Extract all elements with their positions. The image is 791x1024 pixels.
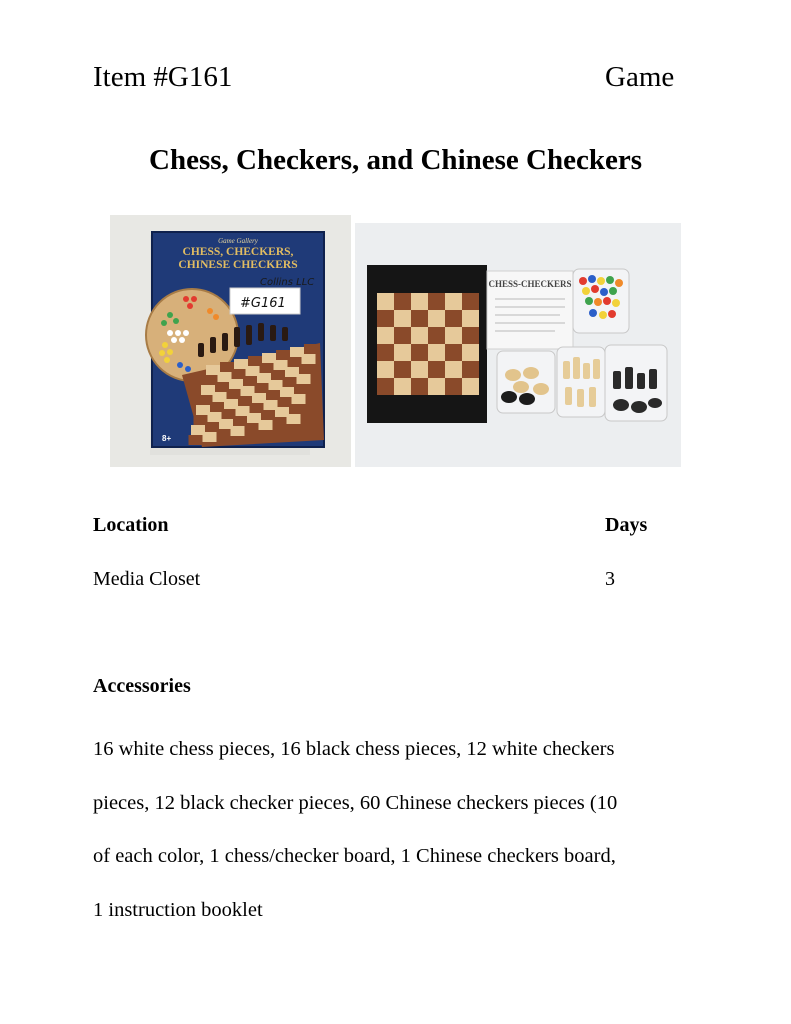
page-title: Chess, Checkers, and Chinese Checkers [149,144,642,176]
box-title-line2: CHINESE CHECKERS [178,259,298,271]
handwritten-owner: Collins LLC [260,277,315,288]
box-illustration [110,215,351,467]
box-board-square [245,423,259,433]
board-square [377,327,394,344]
box-board-square [289,404,303,414]
board-square [428,310,445,327]
board-square [394,293,411,310]
board-square [394,344,411,361]
board-square [377,378,394,395]
board-square [394,378,411,395]
board-square [462,293,479,310]
item-number: Item #G161 [93,61,233,93]
box-title-line1: CHESS, CHECKERS, [182,246,294,258]
board-square [411,327,428,344]
board-square [428,293,445,310]
board-square [428,327,445,344]
location-value: Media Closet [93,568,201,590]
box-board-square [302,354,316,364]
board-square [462,378,479,395]
box-photo [110,215,351,467]
board-square [445,293,462,310]
board-square [445,378,462,395]
box-board-square [259,420,273,430]
box-board-square [217,429,231,439]
board-square [394,310,411,327]
board-square [445,327,462,344]
board-square [428,378,445,395]
accessories-line: 16 white chess pieces, 16 black chess pieces, 12 white checkers [93,738,615,760]
accessories-line: 1 instruction booklet [93,898,263,921]
handwritten-label: #G161 [240,296,286,311]
board-square [377,361,394,378]
board-square [462,361,479,378]
location-label: Location [93,514,169,536]
board-square [411,293,428,310]
box-board-square [189,435,203,445]
accessories-line: pieces, 12 black checker pieces, 60 Chinese checkers pieces (10 [93,791,618,814]
accessories-line: of each color, 1 chess/checker board, 1 Chinese checkers board, [93,845,616,867]
board-square [445,310,462,327]
board-square [445,361,462,378]
accessories-label: Accessories [93,675,191,697]
box-board-square [297,374,311,384]
days-value: 3 [605,568,615,590]
board-square [411,344,428,361]
days-label: Days [605,514,648,536]
board-square [377,293,394,310]
board-square [411,361,428,378]
board-square [377,344,394,361]
box-board-square [294,384,308,394]
board-square [462,310,479,327]
board-square [394,327,411,344]
board-square [445,344,462,361]
box-age: 8+ [162,434,172,443]
booklet-title: CHESS-CHECKERS [488,279,572,289]
box-board-square [292,394,306,404]
board-square [394,361,411,378]
board-square [462,327,479,344]
accessories-text [93,723,703,937]
box-brand: Game Gallery [218,237,258,245]
contents-illustration [355,223,681,467]
contents-photo [355,223,681,467]
item-category: Game [605,61,675,93]
box-board-square [287,414,301,424]
box-board-square [231,426,245,436]
box-board-square [304,344,318,354]
box-board-square [273,417,287,427]
box-board-square [299,364,313,374]
board-square [428,361,445,378]
board-square [411,310,428,327]
board-square [462,344,479,361]
box-board-square [203,432,217,442]
board-square [411,378,428,395]
board-square [377,310,394,327]
board-square [428,344,445,361]
